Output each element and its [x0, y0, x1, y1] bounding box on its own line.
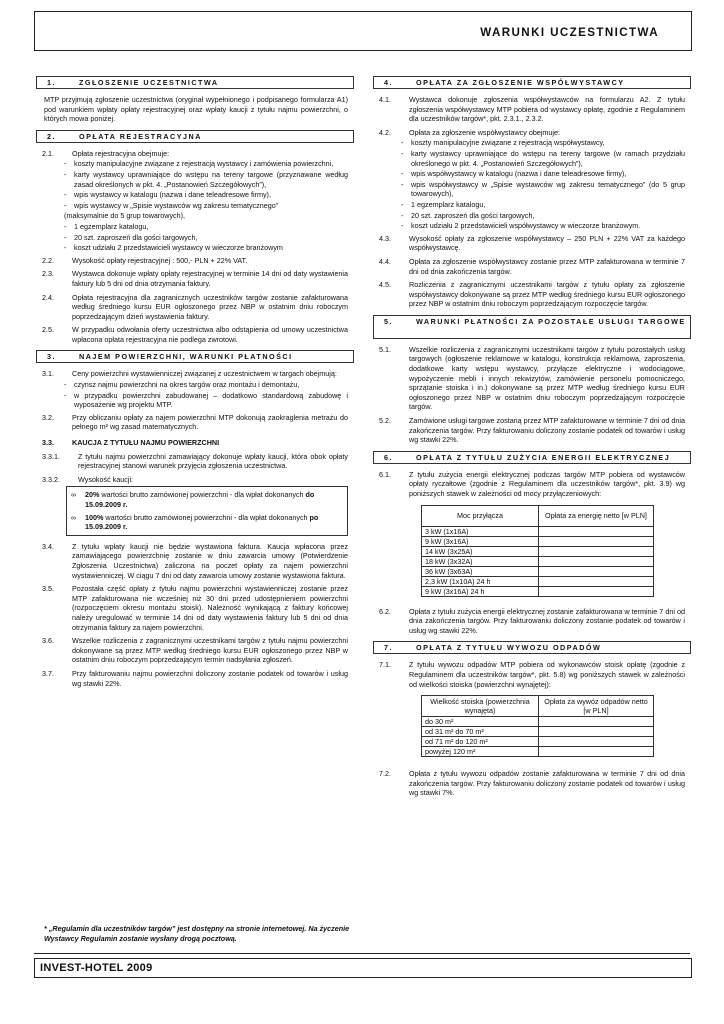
table-cell: od 31 m² do 70 m²	[422, 727, 539, 737]
paragraph-4-4	[373, 257, 691, 276]
section-title: NAJEM POWIERZCHNI, WARUNKI PŁATNOŚCI	[79, 352, 293, 362]
table-row	[422, 717, 654, 727]
section-title: OPŁATA Z TYTUŁU ZUŻYCIA ENERGII ELEKTRYCZNEJ	[416, 452, 671, 462]
item-number: 4.5.	[379, 280, 391, 290]
item-text: Pozostała część opłaty z tytułu najmu powierzchni wystawienniczej zostanie przez MTP zafakturowana nie wcześniej niż 30 dni przed udostępnieniem powierzchni (rozpoczęciem okresu montażu stoisk). Należność wynikającą z faktury końcowej należy uregulować w terminie 14 dni od daty wystawienia faktury lub 5 dni od dnia otrzymania faktury za najem powierzchni.	[72, 584, 348, 632]
paragraph-3-3-2	[36, 475, 354, 485]
paragraph-2-1	[36, 149, 354, 159]
table-cell	[539, 546, 654, 556]
infinity-icon: ∞	[71, 490, 77, 500]
deposit-desc: wartości brutto zamówionej powierzchni - dla wpłat dokonanych	[99, 490, 306, 500]
item-number: 7.1.	[379, 660, 391, 670]
paragraph-7-1	[373, 660, 691, 689]
section-number: 2.	[47, 131, 56, 141]
table-row	[422, 586, 654, 596]
table-cell: 9 kW (3x16A) 24 h	[422, 586, 539, 596]
item-number: 2.2.	[42, 255, 54, 265]
section-title: OPŁATA Z TYTUŁU WYWOZU ODPADÓW	[416, 643, 602, 653]
item-text: Z tytułu wywozu odpadów MTP pobiera od wykonawców stoisk opłatę (zgodnie z Regulaminem dla uczestników targów*, pkt. 5.8) wg poniższych stawek w zależności od wielkości stoiska (powierzchni wynajętej):	[409, 660, 685, 689]
paragraph-2-5	[36, 325, 354, 344]
list-item: - 1 egzemplarz katalogu,	[397, 200, 685, 210]
section-heading-6	[373, 451, 691, 464]
paragraph-2-3	[36, 269, 354, 288]
section-number: 3.	[47, 352, 56, 362]
item-text: W przypadku odwołania oferty uczestnictwa albo odstąpienia od umowy uczestnictwa wpłacona opłata rejestracyjna nie podlega zwrotowi.	[72, 325, 348, 344]
item-text: Opłata rejestracyjna dla zagranicznych uczestników targów zostanie zafakturowana według średniego kursu EUR ogłoszonego przez NBP w ostatnim dniu roboczym poprzedzającym dzień wystawienia faktury.	[72, 292, 348, 321]
list-item: - czynsz najmu powierzchni na okres targów oraz montażu i demontażu,	[60, 380, 348, 390]
list-continuation: (maksymalnie do 5 grup towarowych),	[64, 211, 186, 221]
section-heading-1	[36, 76, 354, 89]
table-cell: 18 kW (3x32A)	[422, 556, 539, 566]
paragraph-3-6	[36, 636, 354, 665]
deposit-percent: 20%	[85, 490, 100, 500]
item-text: Wystawca dokonuje wpłaty opłaty rejestracyjnej w terminie 14 dni od daty wystawienia faktury lub 5 dni od dnia otrzymania faktury.	[72, 269, 348, 288]
section-title: WARUNKI PŁATNOŚCI ZA POZOSTAŁE USŁUGI TARGOWE	[416, 316, 686, 326]
item-text: Wysokość kaucji:	[78, 474, 134, 484]
item-number: 3.4.	[42, 541, 54, 551]
item-text: Opłata za zgłoszenie współwystawcy obejmuje:	[409, 127, 561, 137]
list-item: - 20 szt. zaproszeń dla gości targowych,	[397, 211, 685, 221]
item-text: Rozliczenia z zagranicznymi uczestnikami targów z tytułu opłaty za zgłoszenie współwystawcy dokonywane są przez MTP według średniego kursu EUR ogłoszonego przez NBP w ostatnim dniu roboczym poprzedzającym rozpoczęcie targów.	[409, 280, 685, 309]
item-number: 6.1.	[379, 469, 391, 479]
table-cell: 2,3 kW (1x10A) 24 h	[422, 576, 539, 586]
list-item: - koszty manipulacyjne związane z rejestracją wystawcy i zamówienia powierzchni,	[60, 159, 348, 169]
item-number: 3.5.	[42, 584, 54, 594]
paragraph-6-2	[373, 607, 691, 636]
item-text: Zamówione usługi targowe zostaną przez MTP zafakturowane w terminie 7 dni od dnia zakończenia targów. Przy fakturowaniu doliczony zostanie podatek od towarów i usług wg stawki 22%.	[409, 416, 685, 445]
item-number: 5.2.	[379, 416, 391, 426]
item-text: Przy fakturowaniu najmu powierzchni doliczony zostanie podatek od towarów i usług wg stawki 22%.	[72, 668, 348, 688]
table-row	[422, 747, 654, 757]
item-number: 6.2.	[379, 606, 391, 616]
page-title: WARUNKI UCZESTNICTWA	[480, 26, 659, 39]
paragraph-5-1	[373, 345, 691, 412]
table-header: Opłata za wywóz odpadów netto [w PLN]	[539, 696, 654, 717]
section-number: 7.	[384, 643, 393, 653]
paragraph-3-1	[36, 369, 354, 379]
paragraph-4-1	[373, 95, 691, 124]
table-row	[422, 556, 654, 566]
section-heading-5	[373, 315, 691, 339]
table-header-row	[422, 696, 654, 717]
deposit-row	[71, 490, 343, 509]
section-number: 1.	[47, 78, 56, 87]
left-column	[36, 70, 354, 692]
title-box	[34, 11, 692, 51]
list-item: - karty wystawcy uprawniające do wstępu na tereny targowe (w ramach przydziału określonego w pkt. 4. „Postanowień Szczegółowych”),	[397, 149, 685, 168]
list-item: - karty wystawcy uprawniające do wstępu na tereny targowe (przyznawane według zasad określonych w pkt. 4. „Postanowień Szczegółowych”),	[60, 170, 348, 189]
item-text: Wysokość opłaty rejestracyjnej : 500,- PLN + 22% VAT.	[72, 255, 248, 265]
deposit-text	[85, 513, 343, 532]
item-text: Przy obliczaniu opłaty za najem powierzchni MTP dokonują zaokraglenia metrażu do pełnego m² wg zasad matematycznych.	[72, 412, 348, 432]
item-number: 3.2.	[42, 412, 54, 422]
item-number: 2.5.	[42, 325, 54, 335]
item-number: 4.4.	[379, 256, 391, 266]
list-item: - wpis współwystawcy w „Spisie wystawców wg zakresu tematycznego” (do 5 grup towarowych),	[397, 180, 685, 199]
deposit-date: do 15.09.2009 r.	[85, 490, 315, 509]
item-number: 3.7.	[42, 668, 54, 678]
infinity-icon: ∞	[71, 512, 77, 522]
list-item: - wpis wystawcy w „Spisie wystawców wg zakresu tematycznego”	[60, 201, 348, 211]
item-number: 2.4.	[42, 292, 54, 302]
paragraph-2-4	[36, 293, 354, 322]
deposit-percent: 100%	[85, 512, 104, 522]
waste-table	[421, 695, 654, 757]
deposit-box	[66, 486, 348, 535]
table-header: Moc przyłącza	[422, 505, 539, 526]
table-cell	[539, 717, 654, 727]
item-text: Opłata rejestracyjna obejmuje:	[72, 148, 170, 158]
table-cell	[539, 556, 654, 566]
paragraph-3-3-1	[36, 452, 354, 471]
list-item: - 20 szt. zaproszeń dla gości targowych,	[60, 233, 348, 243]
table-cell: 36 kW (3x63A)	[422, 566, 539, 576]
table-header: Opłata za energię netto [w PLN]	[539, 505, 654, 526]
right-column	[373, 70, 691, 802]
table-row	[422, 737, 654, 747]
item-number: 3.6.	[42, 636, 54, 646]
item-number: 2.1.	[42, 148, 54, 158]
table-cell: do 30 m²	[422, 717, 539, 727]
list-item: - wpis wystawcy w katalogu (nazwa i dane teleadresowe firmy),	[60, 190, 348, 200]
table-row	[422, 576, 654, 586]
list-item: - koszt udziału 2 przedstawicieli wystawcy w wieczorze branżowym	[60, 243, 348, 253]
section-title: OPŁATA REJESTRACYJNA	[79, 131, 202, 141]
section-number: 6.	[384, 452, 393, 462]
table-row	[422, 526, 654, 536]
table-cell	[539, 727, 654, 737]
item-number: 3.3.2.	[42, 474, 60, 484]
footer	[34, 953, 690, 974]
paragraph-4-5	[373, 280, 691, 309]
table-header: Wielkość stoiska (powierzchnia wynajęta)	[422, 696, 539, 717]
item-number: 3.3.1.	[42, 451, 60, 461]
item-text: Wszelkie rozliczenia z zagranicznymi uczestnikami targów z tytułu najmu powierzchni dokonywane są przez MTP według średniego kursu EUR ogłoszonego przez NBP w ostatnim dniu roboczym poprzedzającym termin nadsyłania zgłoszeń.	[72, 636, 348, 665]
list-4-2	[373, 138, 691, 230]
list-item: - w przypadku powierzchni zabudowanej – dodatkowo standardową zabudowę i wyposażenie wg projektu MTP.	[60, 391, 348, 410]
list-3-1	[36, 380, 354, 410]
table-cell	[539, 737, 654, 747]
footer-text: INVEST-HOTEL 2009	[40, 962, 153, 974]
item-number: 2.3.	[42, 269, 54, 279]
list-item: - 1 egzemplarz katalogu,	[60, 222, 348, 232]
item-text: Opłata z tytułu zużycia energii elektrycznej zostanie zafakturowana w terminie 7 dni od dnia zakończenia targów. Przy fakturowaniu doliczony zostanie podatek od towarów i usług wg stawki 22%.	[409, 606, 685, 635]
paragraph-3-5	[36, 584, 354, 632]
section-number: 4.	[384, 78, 393, 87]
item-text: Wystawca dokonuje zgłoszenia współwystawców na formularzu A2. Z tytułu zgłoszenia współwystawcy MTP pobiera od wystawcy opłatę, zgodnie z Regulaminem dla uczestników targów*, pkt. 2.3.1., 2.3.2.	[409, 95, 685, 124]
table-row	[422, 546, 654, 556]
section-heading-4	[373, 76, 691, 89]
paragraph-3-4	[36, 542, 354, 580]
item-number: 4.3.	[379, 233, 391, 243]
table-row	[422, 727, 654, 737]
item-number: 4.2.	[379, 127, 391, 137]
table-cell: 3 kW (1x16A)	[422, 526, 539, 536]
table-row	[422, 566, 654, 576]
item-number: 4.1.	[379, 95, 391, 104]
deposit-row	[71, 513, 343, 532]
table-cell	[539, 747, 654, 757]
item-text: KAUCJA Z TYTUŁU NAJMU POWIERZCHNI	[72, 438, 220, 448]
table-cell	[539, 526, 654, 536]
item-text: Z tytułu zużycia energii elektrycznej podczas targów MTP pobiera od wystawców opłaty ryczałtowe (zgodnie z Regulaminem dla uczestników targów*, pkt. 3.9) wg poniższych stawek w zależności od mocy przyłączeniowych:	[409, 469, 685, 498]
item-text: Z tytułu najmu powierzchni zamawiający dokonuje wpłaty kaucji, która obok opłaty rejestracyjnej stanowi warunek przyjęcia zgłoszenia uczestnictwa.	[78, 451, 348, 471]
table-cell	[539, 536, 654, 546]
list-item: - koszt udziału 2 przedstawicieli współwystawcy w wieczorze branżowym.	[397, 221, 685, 231]
table-header-row	[422, 505, 654, 526]
item-text: Wysokość opłaty za zgłoszenie współwystawcy – 250 PLN + 22% VAT za każdego współwystawcę.	[409, 233, 685, 253]
item-text: Z tytułu wpłaty kaucji nie będzie wystawiona faktura. Kaucja wpłacona przez zamawiającego powierzchnię zostanie w dniu zawarcia umowy (Potwierdzenie Zgłoszenia Uczestnictwa) zaliczona na poczet opłaty za najem powierzchni wystawienniczej. W ciągu 7 dni od daty zawarcia umowy zostanie wystawiona faktura.	[72, 541, 348, 580]
section-number: 5.	[384, 316, 393, 326]
table-cell: od 71 m² do 120 m²	[422, 737, 539, 747]
footnote: * „Regulamin dla uczestników targów” jest dostępny na stronie internetowej. Na życzenie Wystawcy Regulamin zostanie wysłany drogą pocztową.	[44, 924, 350, 943]
paragraph-2-2	[36, 256, 354, 266]
section-heading-3	[36, 350, 354, 363]
paragraph-4-3	[373, 234, 691, 253]
item-number: 7.2.	[379, 769, 391, 779]
paragraph-3-7	[36, 669, 354, 688]
item-text: Opłata za zgłoszenie współwystawcy zostanie przez MTP zafakturowana w terminie 7 dni od dnia zakończenia targów.	[409, 256, 685, 276]
paragraph-3-2	[36, 413, 354, 432]
list-2-1	[36, 159, 354, 252]
table-cell: powyżej 120 m²	[422, 747, 539, 757]
section-heading-7	[373, 641, 691, 654]
paragraph-6-1	[373, 470, 691, 499]
item-text: Ceny powierzchni wystawienniczej związanej z uczestnictwem w targach obejmują:	[72, 369, 337, 379]
section-heading-2	[36, 130, 354, 143]
table-row	[422, 536, 654, 546]
energy-table	[421, 505, 654, 597]
table-cell: 14 kW (3x25A)	[422, 546, 539, 556]
item-number: 3.3.	[42, 438, 54, 448]
section-title: ZGŁOSZENIE UCZESTNICTWA	[79, 78, 219, 87]
item-text: Wszelkie rozliczenia z zagranicznymi uczestnikami targów z tytułu pozostałych usług targowych (ogłoszenie reklamowe w katalogu, konstrukcja reklamowa, zaproszenia, dodatkowe karty wstępu wystawcy, przyłącze elektryczne i wodociągowe, wypożyczenie mebli i innych rekwizytów, zamówienie personelu pomocniczego, sprzątanie stoiska i in.) dokonywane są przez MTP według średniego kursu EUR ogłoszonego przez NBP w ostatnim dniu roboczym poprzedzającym rozpoczęcie targów.	[409, 344, 685, 412]
section-1-text: MTP przyjmują zgłoszenie uczestnictwa (oryginał wypełnionego i podpisanego formularza A1) pod warunkiem wpłaty opłaty rejestracyjnej oraz wpłaty kaucji z tytułu najmu powierzchni, o których mowa poniżej.	[44, 95, 348, 124]
item-text: Opłata z tytułu wywozu odpadów zostanie zafakturowana w terminie 7 dni od dnia zakończenia targów. Przy fakturowaniu doliczony zostanie podatek od towarów i usług wg stawki 7%.	[409, 769, 685, 798]
table-cell	[539, 566, 654, 576]
paragraph-3-3	[36, 438, 354, 448]
paragraph-4-2	[373, 128, 691, 138]
deposit-desc: wartości brutto zamówionej powierzchni - dla wpłat dokonanych	[103, 512, 310, 522]
table-cell: 9 kW (3x16A)	[422, 536, 539, 546]
table-cell	[539, 576, 654, 586]
item-number: 5.1.	[379, 344, 391, 354]
item-number: 3.1.	[42, 369, 54, 379]
paragraph-5-2	[373, 416, 691, 445]
list-item: - koszty manipulacyjne związane z rejestracją współwystawcy,	[397, 138, 685, 148]
deposit-text	[85, 490, 343, 509]
list-item: - wpis współwystawcy w katalogu (nazwa i dane teleadresowe firmy),	[397, 169, 685, 179]
table-cell	[539, 586, 654, 596]
section-title: OPŁATA ZA ZGŁOSZENIE WSPÓŁWYSTAWCY	[416, 78, 625, 87]
paragraph-7-2	[373, 769, 691, 798]
deposit-date: po 15.09.2009 r.	[85, 512, 319, 532]
